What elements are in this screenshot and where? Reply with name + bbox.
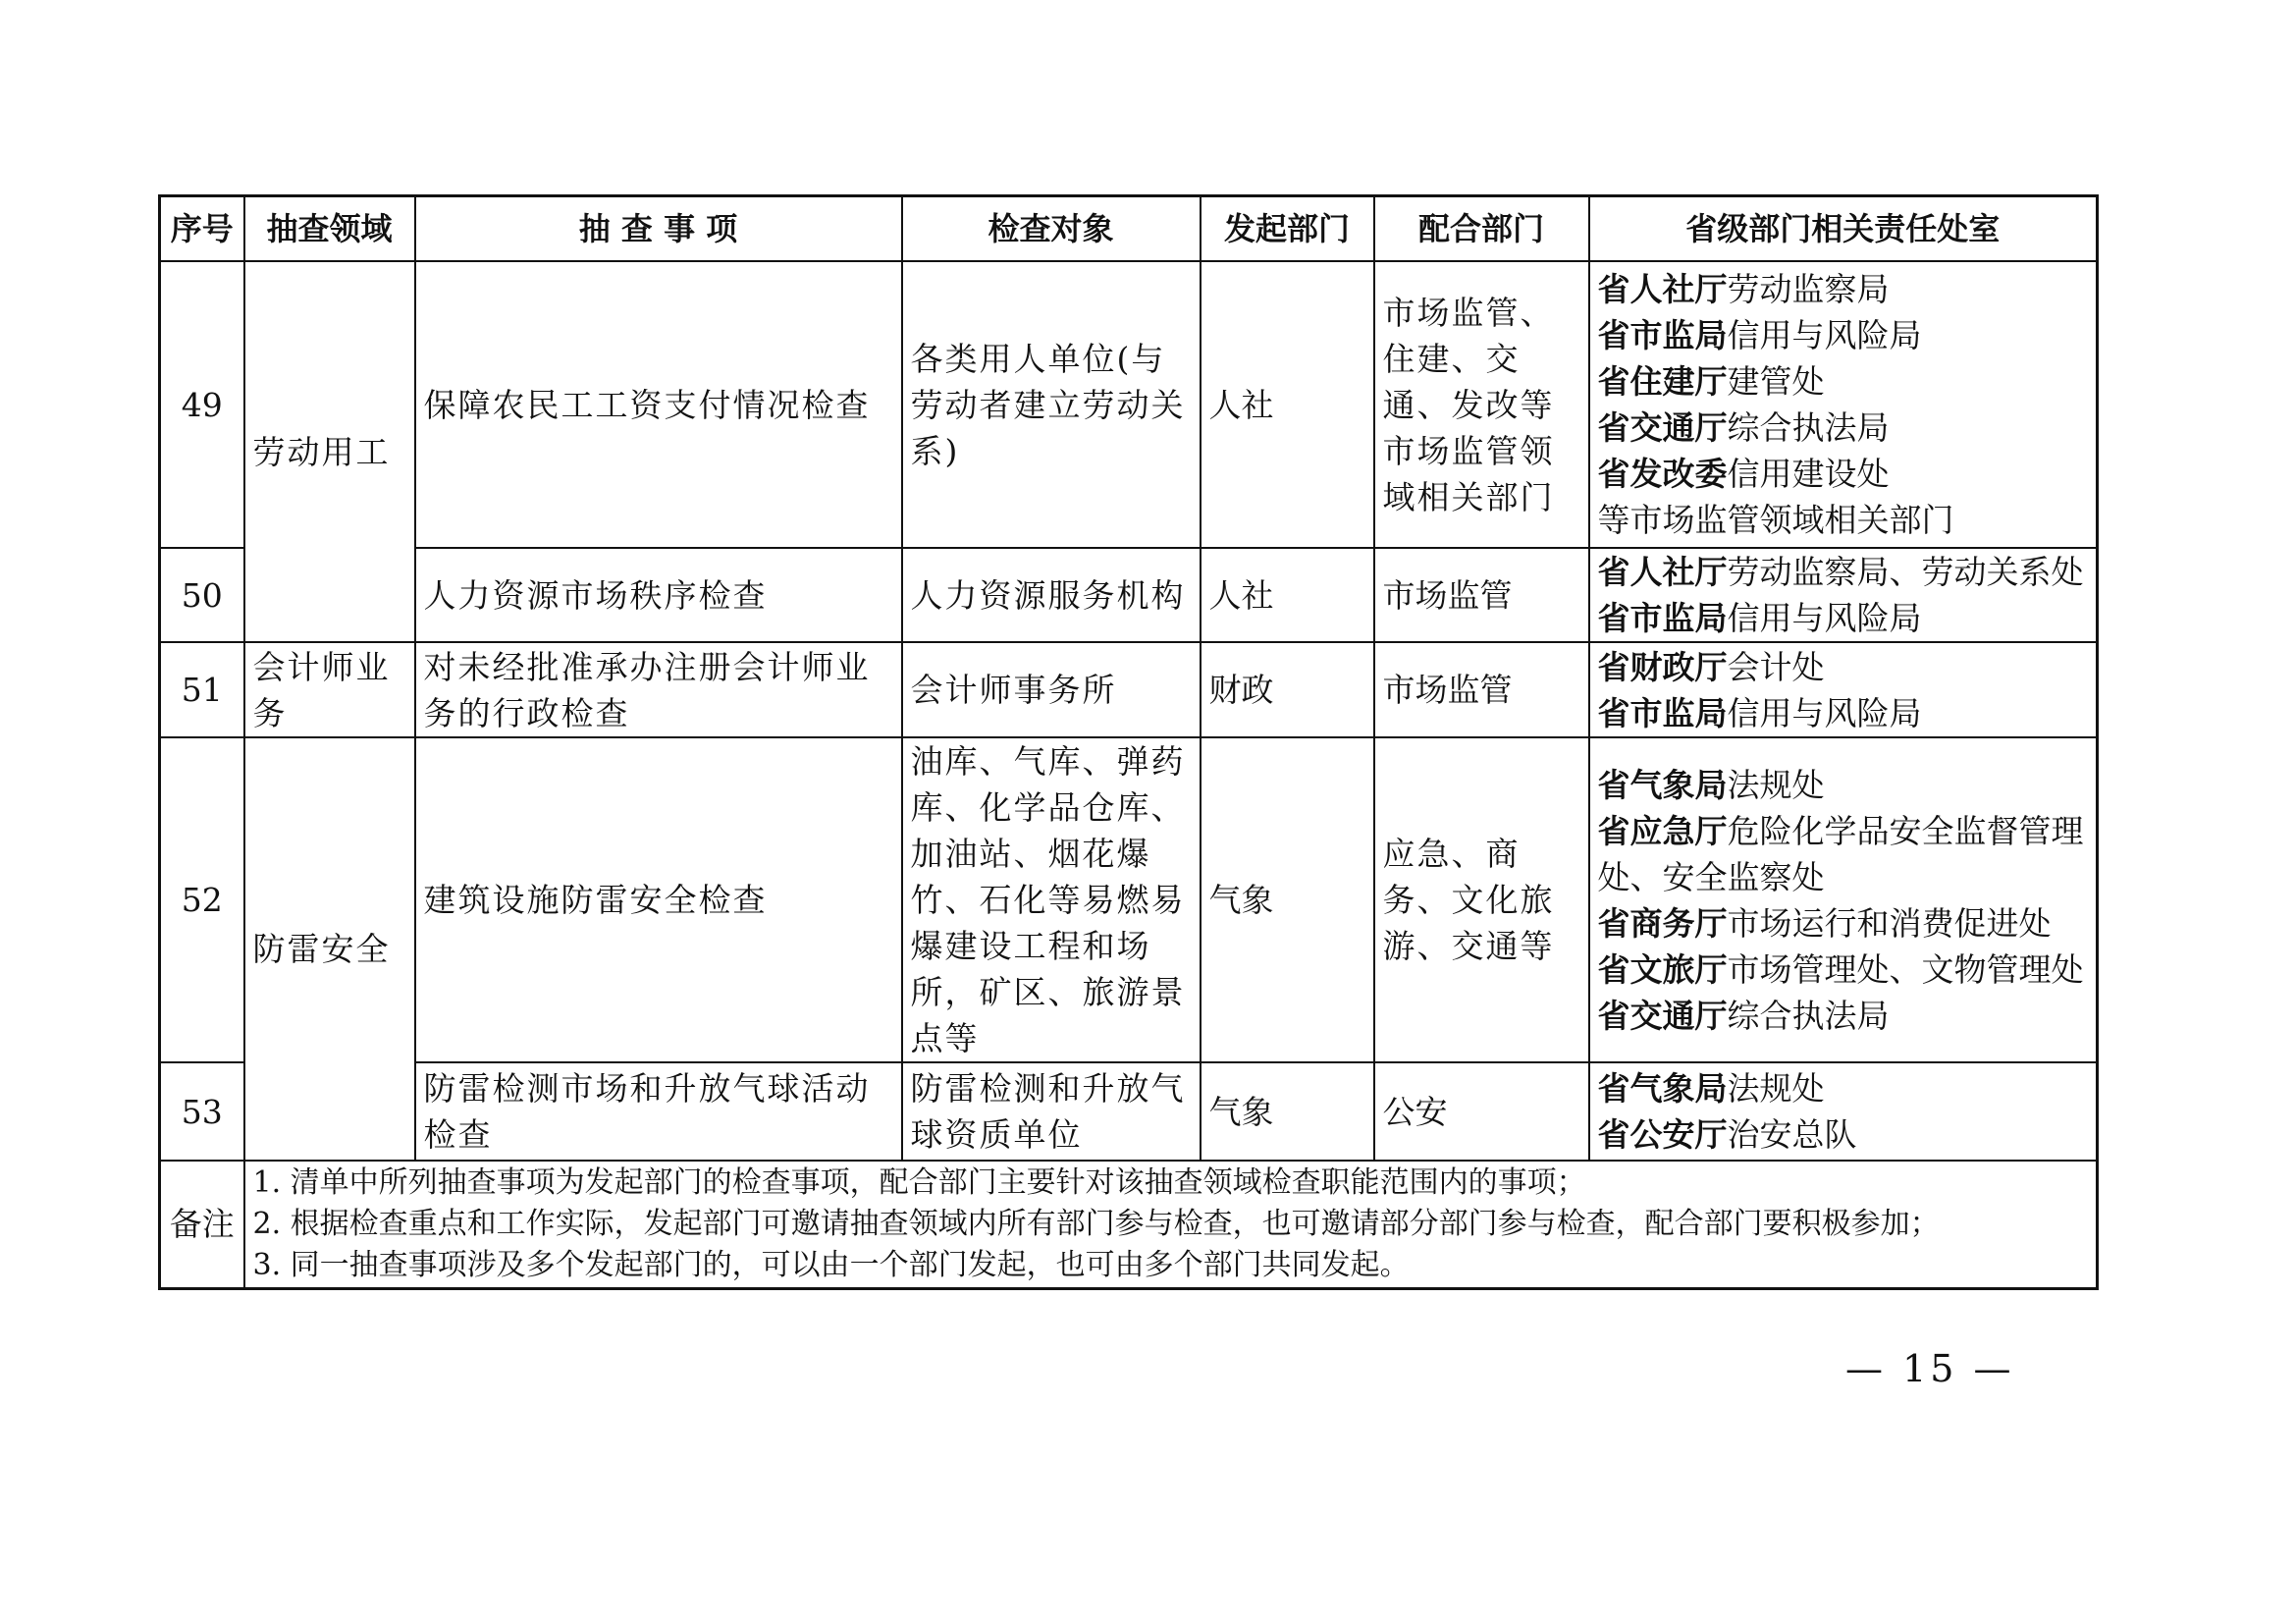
header-coop: 配合部门 — [1374, 196, 1589, 262]
row-no: 52 — [160, 737, 244, 1062]
resp-line: 省市监局信用与风险局 — [1597, 693, 1922, 732]
row-item: 建筑设施防雷安全检查 — [415, 737, 902, 1062]
table-row — [160, 1062, 2098, 1161]
notes-label: 备注 — [160, 1161, 244, 1288]
row-domain: 劳动用工 — [244, 261, 415, 642]
row-target: 防雷检测和升放气球资质单位 — [902, 1062, 1201, 1161]
header-no: 序号 — [160, 196, 244, 262]
resp-line: 省市监局信用与风险局 — [1597, 599, 1922, 637]
row-initiator: 气象 — [1201, 737, 1374, 1062]
header-row — [160, 196, 2098, 262]
row-resp — [1589, 548, 2098, 642]
row-item: 人力资源市场秩序检查 — [415, 548, 902, 642]
note-line: 3. 同一抽查事项涉及多个发起部门的，可以由一个部门发起，也可由多个部门共同发起。 — [252, 1247, 1410, 1282]
resp-line: 省住建厅建管处 — [1597, 362, 1825, 401]
header-target: 检查对象 — [902, 196, 1201, 262]
header-initiator: 发起部门 — [1201, 196, 1374, 262]
table-row — [160, 737, 2098, 1062]
row-coop: 市场监管 — [1374, 548, 1589, 642]
row-no: 53 — [160, 1062, 244, 1161]
row-target: 各类用人单位(与劳动者建立劳动关系) — [902, 261, 1201, 548]
row-target: 会计师事务所 — [902, 642, 1201, 737]
row-target: 人力资源服务机构 — [902, 548, 1201, 642]
resp-line: 处、安全监察处 — [1597, 857, 1825, 896]
table-row — [160, 548, 2098, 642]
table-row — [160, 261, 2098, 548]
row-target: 油库、气库、弹药库、化学品仓库、加油站、烟花爆竹、石化等易燃易爆建设工程和场所，矿区、旅游景点等 — [902, 737, 1201, 1062]
row-initiator: 财政 — [1201, 642, 1374, 737]
page-number: — 15 — — [1845, 1347, 2015, 1390]
inspection-table — [158, 194, 2099, 1290]
row-coop: 公安 — [1374, 1062, 1589, 1161]
row-coop: 市场监管 — [1374, 642, 1589, 737]
resp-line: 等市场监管领域相关部门 — [1597, 501, 1954, 539]
row-resp — [1589, 737, 2098, 1062]
row-item: 保障农民工工资支付情况检查 — [415, 261, 902, 548]
row-no: 49 — [160, 261, 244, 548]
row-resp — [1589, 261, 2098, 548]
resp-line: 省市监局信用与风险局 — [1597, 316, 1922, 354]
resp-line: 省财政厅会计处 — [1597, 647, 1825, 686]
resp-line: 省商务厅市场运行和消费促进处 — [1597, 903, 2052, 943]
header-resp: 省级部门相关责任处室 — [1589, 196, 2098, 262]
header-item: 抽 查 事 项 — [415, 196, 902, 262]
resp-line: 省文旅厅市场管理处、文物管理处 — [1597, 949, 2084, 989]
row-item: 防雷检测市场和升放气球活动检查 — [415, 1062, 902, 1161]
row-initiator: 人社 — [1201, 261, 1374, 548]
resp-line: 省人社厅劳动监察局 — [1597, 270, 1890, 308]
resp-line: 省交通厅综合执法局 — [1597, 408, 1890, 447]
header-domain: 抽查领域 — [244, 196, 415, 262]
resp-line: 省人社厅劳动监察局、劳动关系处 — [1597, 553, 2084, 591]
row-coop: 市场监管、住建、交通、发改等市场监管领域相关部门 — [1374, 261, 1589, 548]
resp-line: 省气象局法规处 — [1597, 765, 1825, 804]
row-initiator: 气象 — [1201, 1062, 1374, 1161]
resp-line: 省交通厅综合执法局 — [1597, 996, 1890, 1035]
row-no: 50 — [160, 548, 244, 642]
notes-row — [160, 1161, 2098, 1288]
resp-line: 省应急厅危险化学品安全监督管理 — [1597, 811, 2084, 850]
note-line: 1. 清单中所列抽查事项为发起部门的检查事项，配合部门主要针对该抽查领域检查职能范围内的事项； — [252, 1164, 1586, 1200]
table-row — [160, 642, 2098, 737]
row-resp — [1589, 642, 2098, 737]
row-coop: 应急、商务、文化旅游、交通等 — [1374, 737, 1589, 1062]
note-line: 2. 根据检查重点和工作实际，发起部门可邀请抽查领域内所有部门参与检查，也可邀请部分部门参与检查，配合部门要积极参加； — [252, 1206, 1940, 1241]
row-domain: 防雷安全 — [244, 737, 415, 1161]
row-resp — [1589, 1062, 2098, 1161]
row-no: 51 — [160, 642, 244, 737]
row-initiator: 人社 — [1201, 548, 1374, 642]
resp-line: 省发改委信用建设处 — [1597, 455, 1890, 493]
row-domain: 会计师业务 — [244, 642, 415, 737]
resp-line: 省气象局法规处 — [1597, 1069, 1825, 1108]
resp-line: 省公安厅治安总队 — [1597, 1115, 1857, 1154]
notes-content — [244, 1161, 2098, 1288]
row-item: 对未经批准承办注册会计师业务的行政检查 — [415, 642, 902, 737]
